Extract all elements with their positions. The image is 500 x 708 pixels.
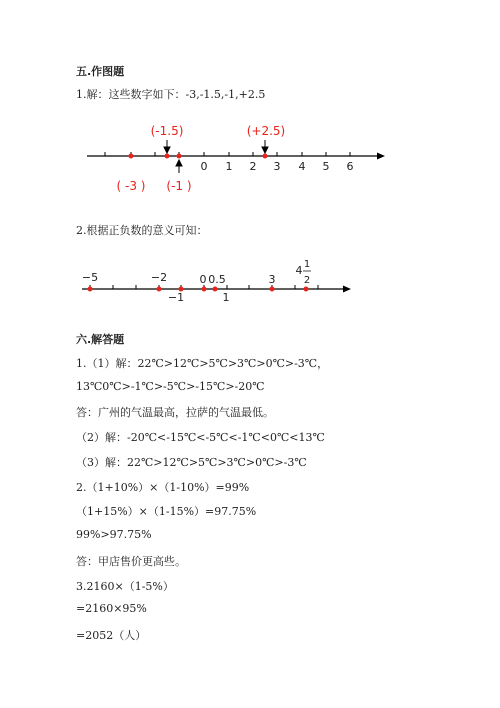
- answer-line-3: 答：广州的气温最高，拉萨的气温最低。: [76, 406, 274, 419]
- q1-text: 1.解：这些数字如下：-3,-1.5,-1,+2.5: [76, 88, 266, 101]
- answer-line-8: 99%>97.75%: [76, 528, 152, 541]
- nl2-point-0-5: [213, 287, 218, 292]
- label-plus-2-5: (+2.5): [246, 124, 286, 138]
- nl1-tick-6: 6: [346, 160, 354, 173]
- q2-text: 2.根据正负数的意义可知：: [76, 224, 208, 237]
- nl2-label-3: 3: [268, 273, 276, 286]
- answer-line-2: 13℃0℃>-1℃>-5℃>-15℃>-20℃: [76, 380, 265, 393]
- answer-line-7: （1+15%）×（1-15%）=97.75%: [76, 505, 257, 518]
- nl2-point-0: [202, 287, 207, 292]
- nl2-frac-den: 2: [303, 275, 311, 286]
- answer-line-10: 3.2160×（1-5%）: [76, 580, 174, 593]
- nl1-tick-5: 5: [322, 160, 330, 173]
- nl2-point-4-half: [304, 287, 309, 292]
- nl1-tick-0: 0: [200, 160, 208, 173]
- section-5-heading: 五.作图题: [76, 65, 125, 78]
- answer-line-4: （2）解：-20℃<-15℃<-5℃<-1℃<0℃<13℃: [76, 431, 325, 444]
- nl2-label-minus-5: −5: [81, 271, 99, 284]
- answer-line-12: =2052（人）: [76, 629, 147, 642]
- answer-line-11: =2160×95%: [76, 602, 147, 615]
- nl1-tick-4: 4: [298, 160, 306, 173]
- nl2-point-3: [270, 287, 275, 292]
- nl2-label-1: 1: [222, 291, 230, 304]
- answer-line-1: 1.（1）解：22℃>12℃>5℃>3℃>0℃>-3℃，: [76, 357, 329, 370]
- label-minus-1-5: (-1.5): [150, 124, 184, 138]
- label-minus-1: (-1 ): [166, 179, 192, 193]
- answer-line-5: （3）解：22℃>12℃>5℃>3℃>0℃>-3℃: [76, 456, 307, 469]
- nl2-label-4: 4: [295, 264, 303, 277]
- nl2-label-0: 0: [199, 273, 207, 286]
- nl2-label-0-5: 0.5: [208, 273, 226, 286]
- nl2-frac-num: 1: [303, 259, 311, 270]
- nl1-tick-1: 1: [225, 160, 233, 173]
- nl2-label-minus-2: −2: [150, 271, 168, 284]
- nl1-tick-3: 3: [273, 160, 281, 173]
- answer-line-6: 2.（1+10%）×（1-10%）=99%: [76, 481, 250, 494]
- section-6-heading: 六.解答题: [76, 333, 125, 346]
- nl2-point-minus-2: [157, 287, 162, 292]
- nl2-label-minus-1: −1: [167, 291, 185, 304]
- nl1-tick-2: 2: [249, 160, 257, 173]
- label-minus-3: ( -3 ): [116, 179, 146, 193]
- answer-line-9: 答：甲店售价更高些。: [76, 555, 186, 568]
- nl2-point-minus-5: [88, 287, 93, 292]
